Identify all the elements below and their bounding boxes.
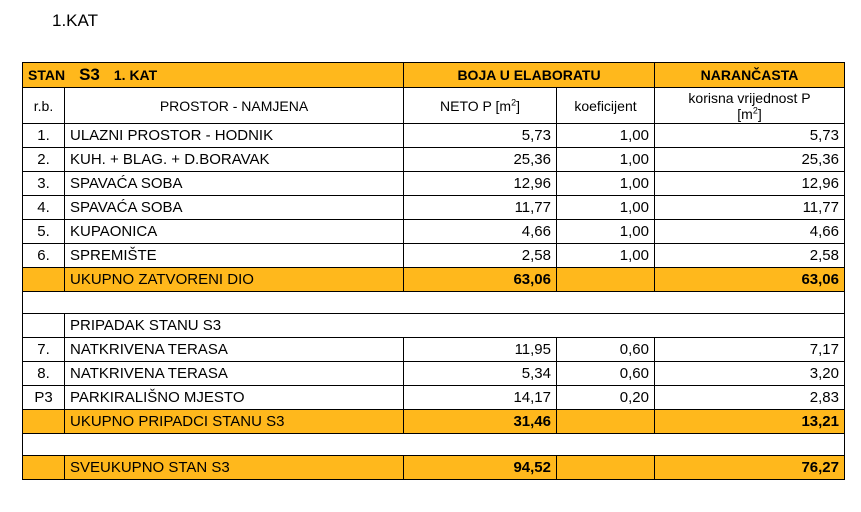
spacer-cell — [23, 434, 845, 456]
total-app-neto: 31,46 — [404, 410, 557, 434]
row-koef: 1,00 — [557, 220, 655, 244]
col-korisna-sup: 2 — [752, 104, 758, 115]
row-name: SPAVAĆA SOBA — [65, 196, 404, 220]
row-korisna: 3,20 — [655, 362, 845, 386]
row-rb: 7. — [23, 338, 65, 362]
row-rb: 3. — [23, 172, 65, 196]
row-neto: 14,17 — [404, 386, 557, 410]
table-header-row — [23, 63, 845, 88]
row-rb: 2. — [23, 148, 65, 172]
grand-total-neto: 94,52 — [404, 456, 557, 480]
col-neto-text: NETO P [m — [440, 97, 512, 114]
row-rb: 6. — [23, 244, 65, 268]
col-neto-sup: 2 — [511, 96, 517, 107]
row-neto: 12,96 — [404, 172, 557, 196]
row-korisna: 11,77 — [655, 196, 845, 220]
spacer-row — [23, 434, 845, 456]
total-closed-neto: 63,06 — [404, 268, 557, 292]
table-row — [23, 386, 845, 410]
col-korisna-text: korisna vrijednost P — [688, 89, 811, 106]
row-rb: 5. — [23, 220, 65, 244]
row-name: KUPAONICA — [65, 220, 404, 244]
table-row — [23, 172, 845, 196]
total-closed-label: UKUPNO ZATVORENI DIO — [65, 268, 404, 292]
row-neto: 11,95 — [404, 338, 557, 362]
appurtenances-title-row — [23, 314, 845, 338]
total-closed-row — [23, 268, 845, 292]
row-koef: 0,60 — [557, 338, 655, 362]
row-rb: 8. — [23, 362, 65, 386]
total-closed-koef — [557, 268, 655, 292]
row-neto: 11,77 — [404, 196, 557, 220]
row-korisna: 2,83 — [655, 386, 845, 410]
row-koef: 1,00 — [557, 124, 655, 148]
row-koef: 1,00 — [557, 244, 655, 268]
row-korisna: 2,58 — [655, 244, 845, 268]
col-neto — [404, 88, 557, 124]
col-prostor: PROSTOR - NAMJENA — [65, 88, 404, 124]
boja-label: BOJA U ELABORATU — [404, 63, 655, 88]
row-rb: 4. — [23, 196, 65, 220]
grand-total-koef — [557, 456, 655, 480]
row-name: PARKIRALIŠNO MJESTO — [65, 386, 404, 410]
row-korisna: 12,96 — [655, 172, 845, 196]
row-neto: 5,34 — [404, 362, 557, 386]
unit-cell — [23, 63, 404, 88]
row-rb: P3 — [23, 386, 65, 410]
total-app-korisna: 13,21 — [655, 410, 845, 434]
table-row — [23, 196, 845, 220]
row-koef: 1,00 — [557, 172, 655, 196]
total-appurtenances-row — [23, 410, 845, 434]
col-korisna-unit: [m — [737, 105, 753, 122]
grand-total-korisna: 76,27 — [655, 456, 845, 480]
table-row — [23, 244, 845, 268]
appurtenances-title-rb — [23, 314, 65, 338]
row-korisna: 7,17 — [655, 338, 845, 362]
row-korisna: 4,66 — [655, 220, 845, 244]
table-row — [23, 124, 845, 148]
total-app-koef — [557, 410, 655, 434]
page-heading: 1.KAT — [52, 11, 98, 30]
column-header-row — [23, 88, 845, 124]
grand-total-label: SVEUKUPNO STAN S3 — [65, 456, 404, 480]
col-korisna — [655, 88, 845, 124]
row-neto: 4,66 — [404, 220, 557, 244]
col-koef: koeficijent — [557, 88, 655, 124]
row-koef: 0,60 — [557, 362, 655, 386]
row-koef: 1,00 — [557, 196, 655, 220]
total-closed-korisna: 63,06 — [655, 268, 845, 292]
row-name: KUH. + BLAG. + D.BORAVAK — [65, 148, 404, 172]
floor-label: 1. KAT — [113, 67, 158, 83]
row-name: NATKRIVENA TERASA — [65, 362, 404, 386]
row-koef: 1,00 — [557, 148, 655, 172]
grand-total-row — [23, 456, 845, 480]
total-app-rb — [23, 410, 65, 434]
spacer-row — [23, 292, 845, 314]
table-row — [23, 362, 845, 386]
row-neto: 2,58 — [404, 244, 557, 268]
row-korisna: 25,36 — [655, 148, 845, 172]
table-row — [23, 148, 845, 172]
stan-label: STAN — [28, 67, 66, 83]
grand-total-rb — [23, 456, 65, 480]
row-name: NATKRIVENA TERASA — [65, 338, 404, 362]
col-neto-close: ] — [516, 97, 520, 114]
row-korisna: 5,73 — [655, 124, 845, 148]
row-name: SPAVAĆA SOBA — [65, 172, 404, 196]
color-name: NARANČASTA — [655, 63, 845, 88]
spacer-cell — [23, 292, 845, 314]
row-name: SPREMIŠTE — [65, 244, 404, 268]
col-korisna-close: ] — [757, 105, 762, 122]
col-rb: r.b. — [23, 88, 65, 124]
row-neto: 25,36 — [404, 148, 557, 172]
unit-code: S3 — [79, 65, 100, 84]
total-closed-rb — [23, 268, 65, 292]
row-koef: 0,20 — [557, 386, 655, 410]
total-app-label: UKUPNO PRIPADCI STANU S3 — [65, 410, 404, 434]
appurtenances-title: PRIPADAK STANU S3 — [65, 314, 845, 338]
area-table — [22, 62, 845, 480]
table-row — [23, 220, 845, 244]
row-rb: 1. — [23, 124, 65, 148]
table-row — [23, 338, 845, 362]
row-name: ULAZNI PROSTOR - HODNIK — [65, 124, 404, 148]
row-neto: 5,73 — [404, 124, 557, 148]
